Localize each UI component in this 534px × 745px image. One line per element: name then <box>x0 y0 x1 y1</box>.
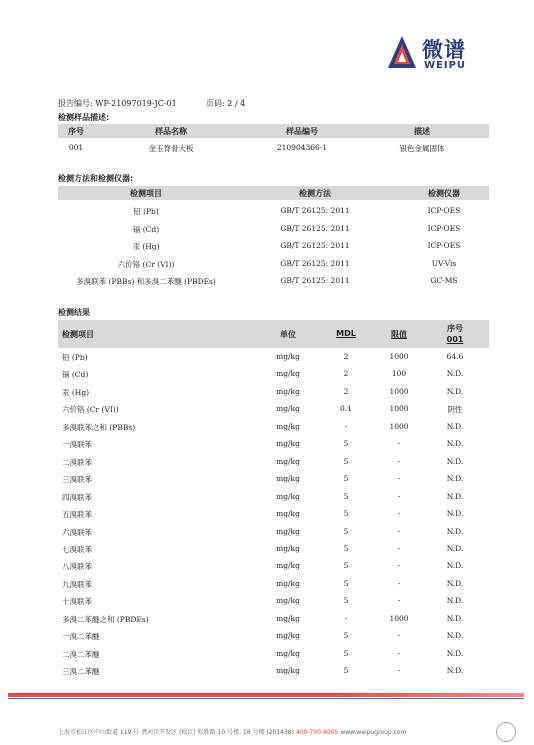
result-unit: mg/kg <box>276 631 300 641</box>
results-header-seq: 序号 <box>447 324 463 333</box>
method-instrument: ICP-OES <box>427 241 461 250</box>
result-value: N.D. <box>446 369 464 379</box>
result-value: N.D. <box>446 596 464 606</box>
result-row <box>58 629 489 643</box>
method-item: 镉 (Cd) <box>132 224 160 234</box>
result-value: N.D. <box>446 631 464 641</box>
method-standard: GB/T 26125: 2011 <box>280 206 350 215</box>
result-limit: 100 <box>391 369 407 379</box>
result-item: 二溴联苯 <box>62 457 92 467</box>
results-header-mdl: MDL <box>336 329 356 338</box>
result-item: 多溴联苯之和 (PBBs) <box>62 422 136 432</box>
result-limit: - <box>397 509 401 519</box>
result-row <box>58 612 489 626</box>
result-unit: mg/kg <box>276 561 300 571</box>
result-value: 阴性 <box>447 405 463 415</box>
report-number <box>58 98 177 109</box>
result-item: 二溴二苯醚 <box>62 649 100 659</box>
result-item: 四溴联苯 <box>62 492 92 502</box>
result-value: N.D. <box>446 561 464 571</box>
result-unit: mg/kg <box>276 439 300 449</box>
result-unit: mg/kg <box>276 509 300 519</box>
result-unit: mg/kg <box>276 613 300 623</box>
result-row <box>58 507 489 521</box>
page-number-value: 2 / 4 <box>227 99 246 108</box>
result-row <box>58 367 489 381</box>
results-header-limit: 限值 <box>391 330 407 339</box>
result-mdl: 2 <box>343 352 349 361</box>
page-number <box>206 98 245 109</box>
result-item: 十溴联苯 <box>62 597 92 607</box>
result-value: N.D. <box>446 526 464 536</box>
result-item: 镉 (Cd) <box>62 370 89 380</box>
result-limit: - <box>397 456 401 466</box>
result-item: 汞 (Hg) <box>62 387 90 397</box>
result-item: 六价铬 (Cr (VI)) <box>62 405 119 415</box>
method-header-instrument: 检测仪器 <box>428 189 460 198</box>
result-unit: mg/kg <box>276 404 300 414</box>
results-table-header <box>58 320 489 348</box>
result-mdl: 5 <box>343 491 349 501</box>
result-unit: mg/kg <box>276 386 300 396</box>
method-standard: GB/T 26125: 2011 <box>280 258 350 268</box>
result-limit: - <box>397 578 401 588</box>
result-unit: mg/kg <box>276 596 300 606</box>
results-header-unit: 单位 <box>280 330 296 339</box>
method-standard: GB/T 26125: 2011 <box>280 223 350 233</box>
sample-seq: 001 <box>68 143 84 152</box>
method-row <box>58 274 489 288</box>
results-header-item: 检测项目 <box>62 330 94 339</box>
result-mdl: 5 <box>343 543 349 553</box>
result-row <box>58 472 489 486</box>
result-row <box>58 594 489 608</box>
result-value: N.D. <box>446 439 464 449</box>
result-value: N.D. <box>446 474 464 484</box>
method-instrument: ICP-OES <box>427 206 461 215</box>
method-standard: GB/T 26125: 2011 <box>280 276 350 285</box>
footer-website: www.weipugroup.com <box>340 729 407 736</box>
method-section-title: 检测方法和检测仪器: <box>58 174 134 183</box>
result-item: 三溴联苯 <box>62 475 92 485</box>
result-item: 五溴联苯 <box>62 510 92 520</box>
result-row <box>58 525 489 539</box>
sample-header-desc: 描述 <box>414 127 430 136</box>
sample-header-id: 样品编号 <box>286 127 318 136</box>
result-item: 六溴联苯 <box>62 527 92 537</box>
result-value: N.D. <box>446 666 464 676</box>
result-mdl: 5 <box>343 474 349 484</box>
footer-phone: 400-700-8005 <box>295 729 339 736</box>
logo-english-text: WEIPU <box>424 60 467 71</box>
footer-divider-blue <box>8 698 524 699</box>
method-item: 多溴联苯 (PBBs) 和多溴二苯醚 (PBDEs) <box>76 277 216 286</box>
result-row <box>58 577 489 591</box>
method-instrument: UV-Vis <box>431 258 457 268</box>
sample-name: 金玉脊骨大板 <box>148 144 194 153</box>
result-limit: - <box>397 631 401 641</box>
result-limit: - <box>397 526 401 536</box>
sample-header-name: 样品名称 <box>155 127 187 136</box>
results-header-sample: 001 <box>446 335 464 344</box>
result-limit: 1000 <box>389 386 409 396</box>
sample-id: 210904366-1 <box>276 143 328 152</box>
result-value: N.D. <box>446 386 464 396</box>
report-number-label: 报告编号: <box>58 99 93 108</box>
result-limit: 1000 <box>389 352 409 361</box>
result-row <box>58 647 489 661</box>
method-row <box>58 204 489 218</box>
result-mdl: 2 <box>343 386 349 396</box>
result-mdl: 0.1 <box>340 404 352 414</box>
result-item: 三溴二苯醚 <box>62 667 100 677</box>
result-limit: - <box>397 666 401 676</box>
result-item: 九溴联苯 <box>62 579 92 589</box>
result-row <box>58 402 489 416</box>
result-limit: - <box>397 543 401 553</box>
result-item: 一溴联苯 <box>62 440 92 450</box>
result-item: 七溴联苯 <box>62 544 92 554</box>
result-row <box>58 420 489 434</box>
method-instrument: GC-MS <box>430 276 458 285</box>
sample-table-header <box>58 124 489 138</box>
result-unit: mg/kg <box>276 456 300 466</box>
result-limit: - <box>397 474 401 484</box>
sample-header-seq: 序号 <box>68 127 84 136</box>
result-mdl: 5 <box>343 631 349 641</box>
result-unit: mg/kg <box>276 421 300 431</box>
result-unit: mg/kg <box>276 369 300 379</box>
result-row <box>58 542 489 556</box>
weipu-logo-icon <box>386 34 418 70</box>
result-mdl: 5 <box>343 526 349 536</box>
result-mdl: 5 <box>343 666 349 676</box>
result-row <box>58 437 489 451</box>
weipu-logo <box>386 34 496 74</box>
result-row <box>58 385 489 399</box>
result-row <box>58 490 489 504</box>
result-unit: mg/kg <box>276 666 300 676</box>
page-number-label: 页码: <box>206 99 225 108</box>
result-mdl: 5 <box>343 509 349 519</box>
result-mdl: 5 <box>343 439 349 449</box>
results-section-title: 检测结果 <box>58 308 90 317</box>
result-row <box>58 664 489 678</box>
result-item: 铅 (Pb) <box>62 353 88 362</box>
result-mdl: - <box>344 613 348 623</box>
result-mdl: 5 <box>343 648 349 658</box>
result-item: 一溴二苯醚 <box>62 632 100 642</box>
logo-chinese-text: 微谱 <box>422 38 466 62</box>
sample-desc: 银色金属固体 <box>399 144 445 153</box>
result-mdl: - <box>344 421 348 431</box>
result-limit: 1000 <box>389 613 409 623</box>
result-value: 64.6 <box>446 352 464 361</box>
sample-row <box>58 141 489 155</box>
result-row <box>58 350 489 364</box>
report-number-value: WP-21097019-JC-01 <box>95 99 177 108</box>
method-row <box>58 257 489 271</box>
sample-section-title: 检测样品描述: <box>58 113 110 122</box>
result-limit: - <box>397 596 401 606</box>
method-row <box>58 222 489 236</box>
result-item: 多溴二苯醚之和 (PBDEs) <box>62 614 149 624</box>
seal-icon <box>496 722 516 742</box>
result-limit: - <box>397 491 401 501</box>
method-item: 铅 (Pb) <box>133 207 159 216</box>
method-standard: GB/T 26125: 2011 <box>280 241 350 250</box>
result-mdl: 5 <box>343 456 349 466</box>
result-unit: mg/kg <box>276 526 300 536</box>
result-limit: 1000 <box>389 421 409 431</box>
result-mdl: 2 <box>343 369 349 379</box>
result-value: N.D. <box>446 613 464 623</box>
method-header-item: 检测项目 <box>130 189 162 198</box>
result-unit: mg/kg <box>276 578 300 588</box>
result-row <box>58 559 489 573</box>
result-value: N.D. <box>446 543 464 553</box>
method-header-method: 检测方法 <box>299 189 331 198</box>
result-item: 八溴联苯 <box>62 562 92 572</box>
result-unit: mg/kg <box>276 352 300 361</box>
result-unit: mg/kg <box>276 474 300 484</box>
footer-divider <box>8 693 524 697</box>
method-instrument: ICP-OES <box>427 223 461 233</box>
result-value: N.D. <box>446 509 464 519</box>
result-mdl: 5 <box>343 578 349 588</box>
result-unit: mg/kg <box>276 648 300 658</box>
result-value: N.D. <box>446 456 464 466</box>
method-row <box>58 239 489 253</box>
method-item: 汞 (Hg) <box>132 242 160 251</box>
result-unit: mg/kg <box>276 491 300 501</box>
result-value: N.D. <box>446 648 464 658</box>
result-limit: 1000 <box>389 404 409 414</box>
result-mdl: 5 <box>343 561 349 571</box>
method-item: 六价铬 (Cr (VI)) <box>117 259 175 269</box>
result-value: N.D. <box>446 578 464 588</box>
result-row <box>58 455 489 469</box>
result-mdl: 5 <box>343 596 349 606</box>
footer <box>58 727 406 736</box>
result-limit: - <box>397 648 401 658</box>
footer-address: 上海市松江区中山街道 119 号 漕河泾开发区 (松江) 松胜路 10 号楼, 18 号楼 (201438) <box>58 729 294 736</box>
result-value: N.D. <box>446 491 464 501</box>
result-limit: - <box>397 561 401 571</box>
result-value: N.D. <box>446 421 464 431</box>
method-table-header <box>58 186 489 200</box>
result-unit: mg/kg <box>276 543 300 553</box>
result-limit: - <box>397 439 401 449</box>
